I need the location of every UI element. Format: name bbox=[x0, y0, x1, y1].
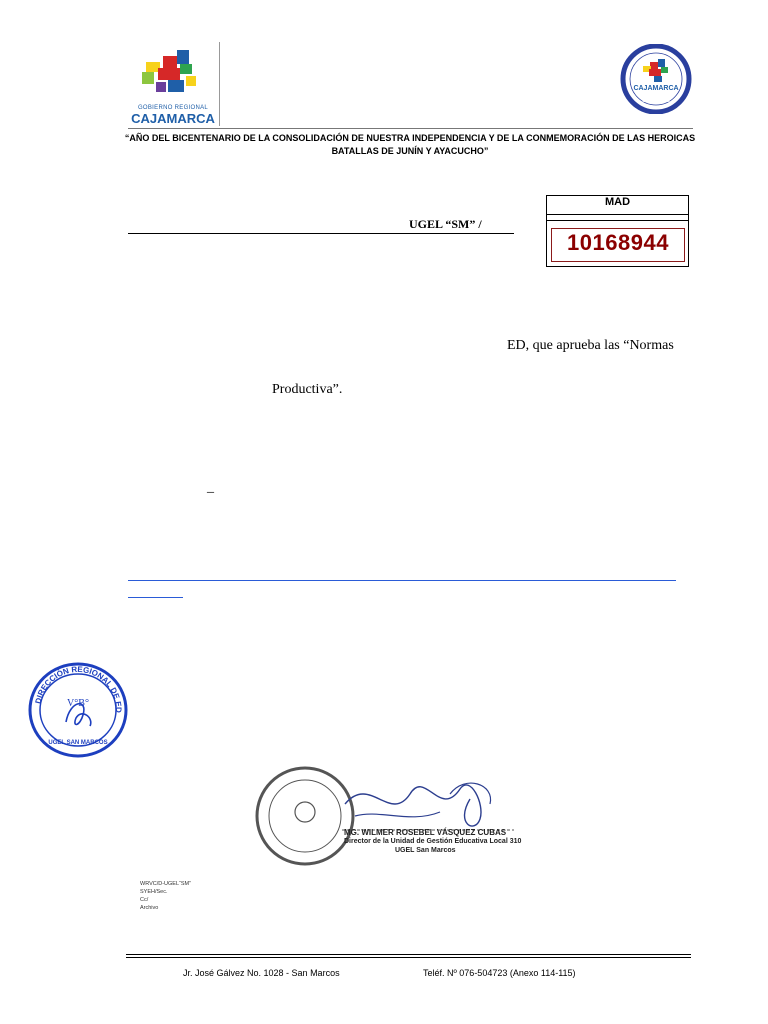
body-text-line: Productiva”. bbox=[272, 382, 343, 397]
motto-line-2: BATALLAS DE JUNÍN Y AYACUCHO” bbox=[331, 146, 489, 156]
ugel-seal-icon bbox=[620, 44, 692, 114]
logo-subtitle: GOBIERNO REGIONAL bbox=[137, 105, 209, 111]
footer-phone: Teléf. Nº 076-504723 (Anexo 114-115) bbox=[423, 968, 576, 978]
initials-line: Archivo bbox=[140, 905, 159, 911]
director-unit: UGEL San Marcos bbox=[395, 847, 456, 854]
header-rule bbox=[128, 128, 693, 129]
gobierno-regional-logo bbox=[128, 48, 218, 126]
stamp-bottom-text: UGEL SAN MARCOS bbox=[48, 740, 108, 746]
initials-line: WRVC/D-UGEL“SM” bbox=[140, 881, 191, 887]
footer-rule bbox=[126, 957, 691, 958]
ugel-logo-brand: CAJAMARCA bbox=[633, 85, 679, 92]
director-name: MG. WILMER ROSEBEL VÁSQUEZ CUBAS bbox=[344, 828, 507, 837]
mad-label: MAD bbox=[604, 196, 631, 208]
document-initials bbox=[140, 880, 191, 912]
hyperlink-underline[interactable] bbox=[128, 580, 676, 581]
year-motto bbox=[120, 132, 700, 158]
footer-rule bbox=[126, 954, 691, 955]
direccion-regional-stamp bbox=[28, 660, 130, 760]
stamp-ring-text: DIRECCIÓN REGIONAL DE ED bbox=[33, 664, 124, 713]
initials-line: SYEH/Sec. bbox=[140, 889, 168, 895]
header-divider bbox=[219, 42, 220, 126]
footer-address: Jr. José Gálvez No. 1028 - San Marcos bbox=[183, 968, 340, 978]
motto-line-1: “AÑO DEL BICENTENARIO DE LA CONSOLIDACIÓN DE NUESTRA INDEPENDENCIA Y DE LA CONMEMORACIÓN DE LAS HEROICAS bbox=[124, 133, 696, 143]
cajamarca-emblem-icon bbox=[128, 48, 218, 106]
ugel-logo-bottom: SAN MARCOS bbox=[642, 98, 670, 103]
mad-divider bbox=[546, 220, 689, 221]
mad-divider bbox=[546, 214, 689, 215]
subject-rule bbox=[128, 233, 514, 234]
mad-number: 10168944 bbox=[567, 230, 669, 255]
ugel-reference: UGEL “SM” / bbox=[409, 217, 482, 231]
logo-brand: CAJAMARCA bbox=[131, 111, 215, 126]
body-text-line: ED, que aprueba las “Normas bbox=[507, 338, 674, 353]
director-role: Director de la Unidad de Gestión Educativa Local 310 bbox=[344, 838, 522, 845]
body-dash: _ bbox=[207, 480, 214, 495]
hyperlink-underline[interactable] bbox=[128, 597, 183, 598]
initials-line: Cc/ bbox=[140, 897, 149, 903]
ugel-logo bbox=[620, 44, 692, 114]
director-signature-stamp bbox=[250, 764, 520, 874]
svg-text:V°B°: V°B° bbox=[67, 698, 89, 709]
signature-seal-icon bbox=[250, 764, 520, 874]
stamp-seal-icon bbox=[28, 660, 130, 760]
